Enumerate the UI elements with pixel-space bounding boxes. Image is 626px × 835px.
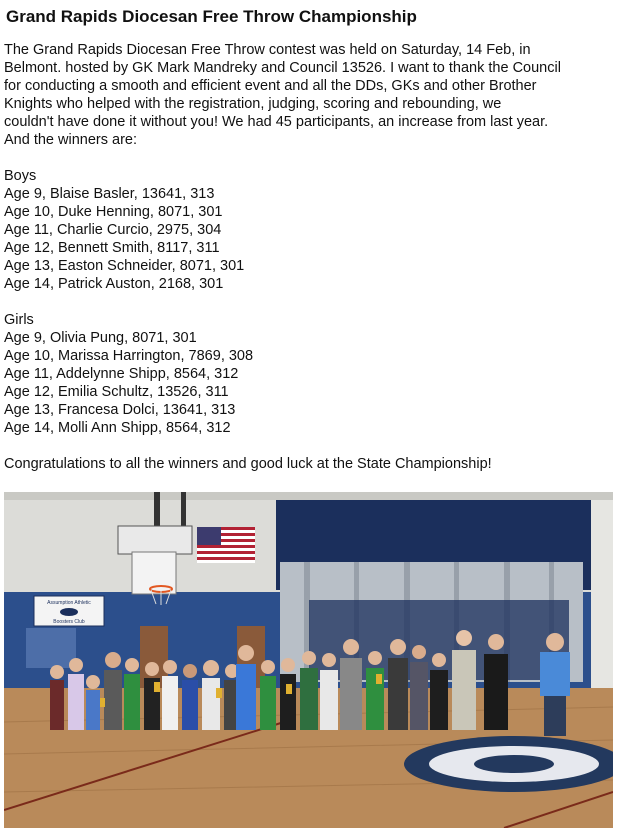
intro-line: And the winners are:	[4, 132, 137, 148]
article-body	[4, 41, 616, 473]
gym-group-photo-illustration	[4, 492, 613, 828]
intro-paragraph	[4, 41, 616, 149]
winner-entry: Age 13, Francesa Dolci, 13641, 313	[4, 402, 236, 418]
intro-line: Knights who helped with the registration, judging, scoring and rebounding, we	[4, 96, 502, 112]
winner-entry: Age 13, Easton Schneider, 8071, 301	[4, 258, 245, 274]
winner-entry: Age 9, Blaise Basler, 13641, 313	[4, 186, 215, 202]
girls-winners-list	[4, 311, 616, 437]
winner-entry: Age 12, Bennett Smith, 8117, 311	[4, 240, 220, 256]
intro-line: couldn't have done it without you! We had 45 participants, an increase from last year.	[4, 114, 549, 130]
boosters-banner	[34, 596, 104, 626]
intro-line: for conducting a smooth and efficient event and all the DDs, GKs and other Brother	[4, 78, 537, 94]
page-title: Grand Rapids Diocesan Free Throw Championship	[6, 7, 417, 26]
boys-winners-list	[4, 167, 616, 293]
boys-heading: Boys	[4, 168, 37, 184]
winner-entry: Age 12, Emilia Schultz, 13526, 311	[4, 384, 229, 400]
girls-heading: Girls	[4, 312, 34, 328]
winner-entry: Age 14, Molli Ann Shipp, 8564, 312	[4, 420, 231, 436]
intro-line: Belmont. hosted by GK Mark Mandreky and Council 13526. I want to thank the Council	[4, 60, 561, 76]
svg-text:Assumption Athletic: Assumption Athletic	[47, 600, 91, 606]
winner-entry: Age 10, Marissa Harrington, 7869, 308	[4, 348, 254, 364]
closing-line: Congratulations to all the winners and good luck at the State Championship!	[4, 456, 492, 472]
winner-entry: Age 14, Patrick Auston, 2168, 301	[4, 276, 224, 292]
group-photo	[4, 492, 613, 828]
winner-entry: Age 10, Duke Henning, 8071, 301	[4, 204, 223, 220]
winner-entry: Age 11, Charlie Curcio, 2975, 304	[4, 222, 222, 238]
svg-text:Boosters Club: Boosters Club	[53, 619, 85, 625]
winner-entry: Age 11, Addelynne Shipp, 8564, 312	[4, 366, 239, 382]
american-flag	[197, 527, 255, 563]
intro-line: The Grand Rapids Diocesan Free Throw contest was held on Saturday, 14 Feb, in	[4, 42, 531, 58]
winner-entry: Age 9, Olivia Pung, 8071, 301	[4, 330, 197, 346]
